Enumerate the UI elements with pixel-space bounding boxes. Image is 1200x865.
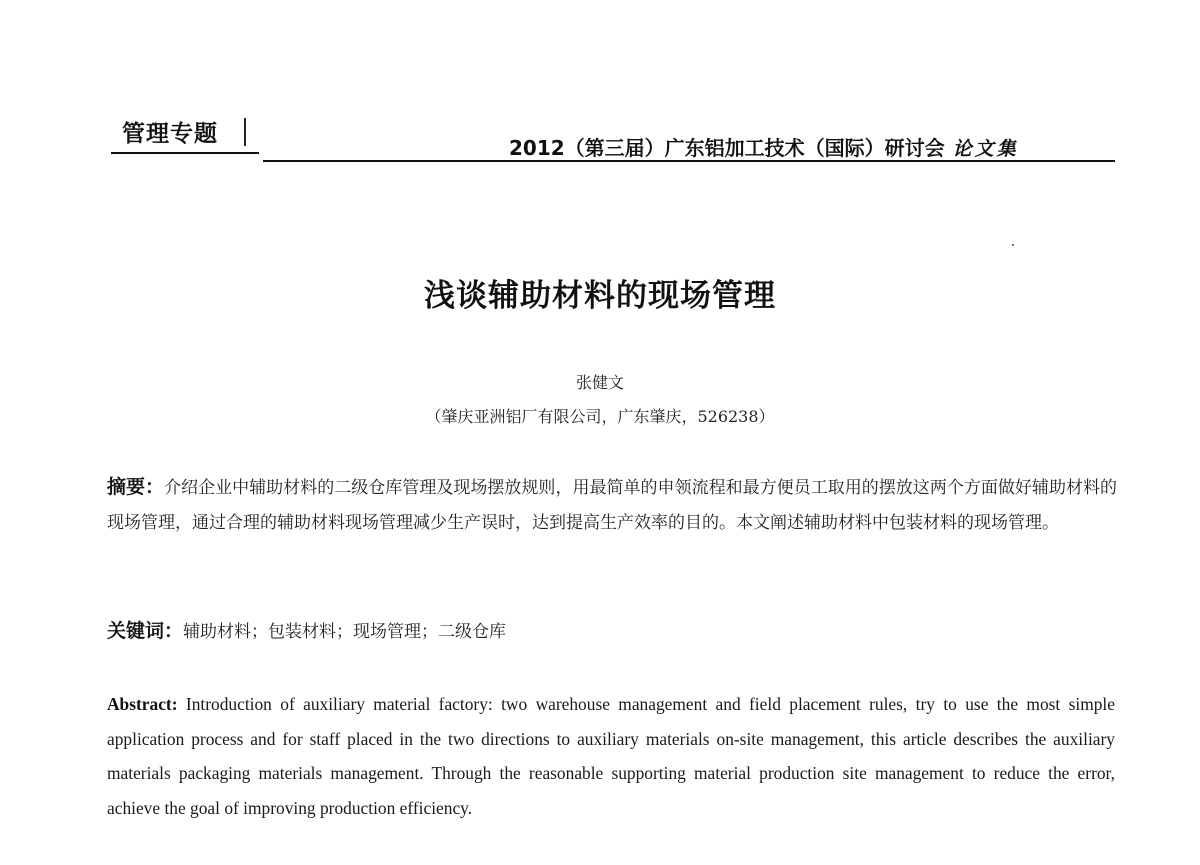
author-affiliation: （肇庆亚洲铝厂有限公司，广东肇庆，526238） (425, 407, 775, 426)
paper-title: 浅谈辅助材料的现场管理 (424, 278, 776, 314)
keywords-label: 关键词： (107, 620, 184, 642)
abstract-en-text: Introduction of auxiliary material factory: two warehouse management and field placement rules, try to use the most simple application process and for staff placed in the two directions to auxiliary materials on-site management, this article describes the auxiliary materials packaging materials management. Through the reasonable supporting material production site management to reduce the error, achieve the goal of improving production efficiency. (107, 694, 1115, 818)
abstract-cn (107, 470, 1117, 541)
keywords-text: 辅助材料；包装材料；现场管理；二级仓库 (183, 622, 507, 642)
author-name: 张健文 (575, 373, 624, 392)
collection-label: 论文集 (952, 138, 1019, 160)
keywords (107, 614, 1117, 650)
header-rule-left (111, 152, 259, 154)
header-rule-right (263, 160, 1115, 162)
section-label: 管理专题 (122, 121, 218, 147)
running-header (509, 132, 1019, 161)
conference-title: 2012（第三届）广东铝加工技术（国际）研讨会 (509, 136, 945, 160)
abstract-cn-label: 摘要： (107, 476, 165, 498)
abstract-en (107, 687, 1115, 825)
abstract-en-label: Abstract: (107, 694, 178, 714)
abstract-cn-text: 介绍企业中辅助材料的二级仓库管理及现场摆放规则，用最简单的申领流程和最方便员工取用的摆放这两个方面做好辅助材料的现场管理，通过合理的辅助材料现场管理减少生产误时，达到提高生产效率的目的。本文阐述辅助材料中包装材料的现场管理。 (107, 478, 1117, 533)
section-divider (244, 118, 246, 146)
scan-speck (1012, 244, 1014, 246)
